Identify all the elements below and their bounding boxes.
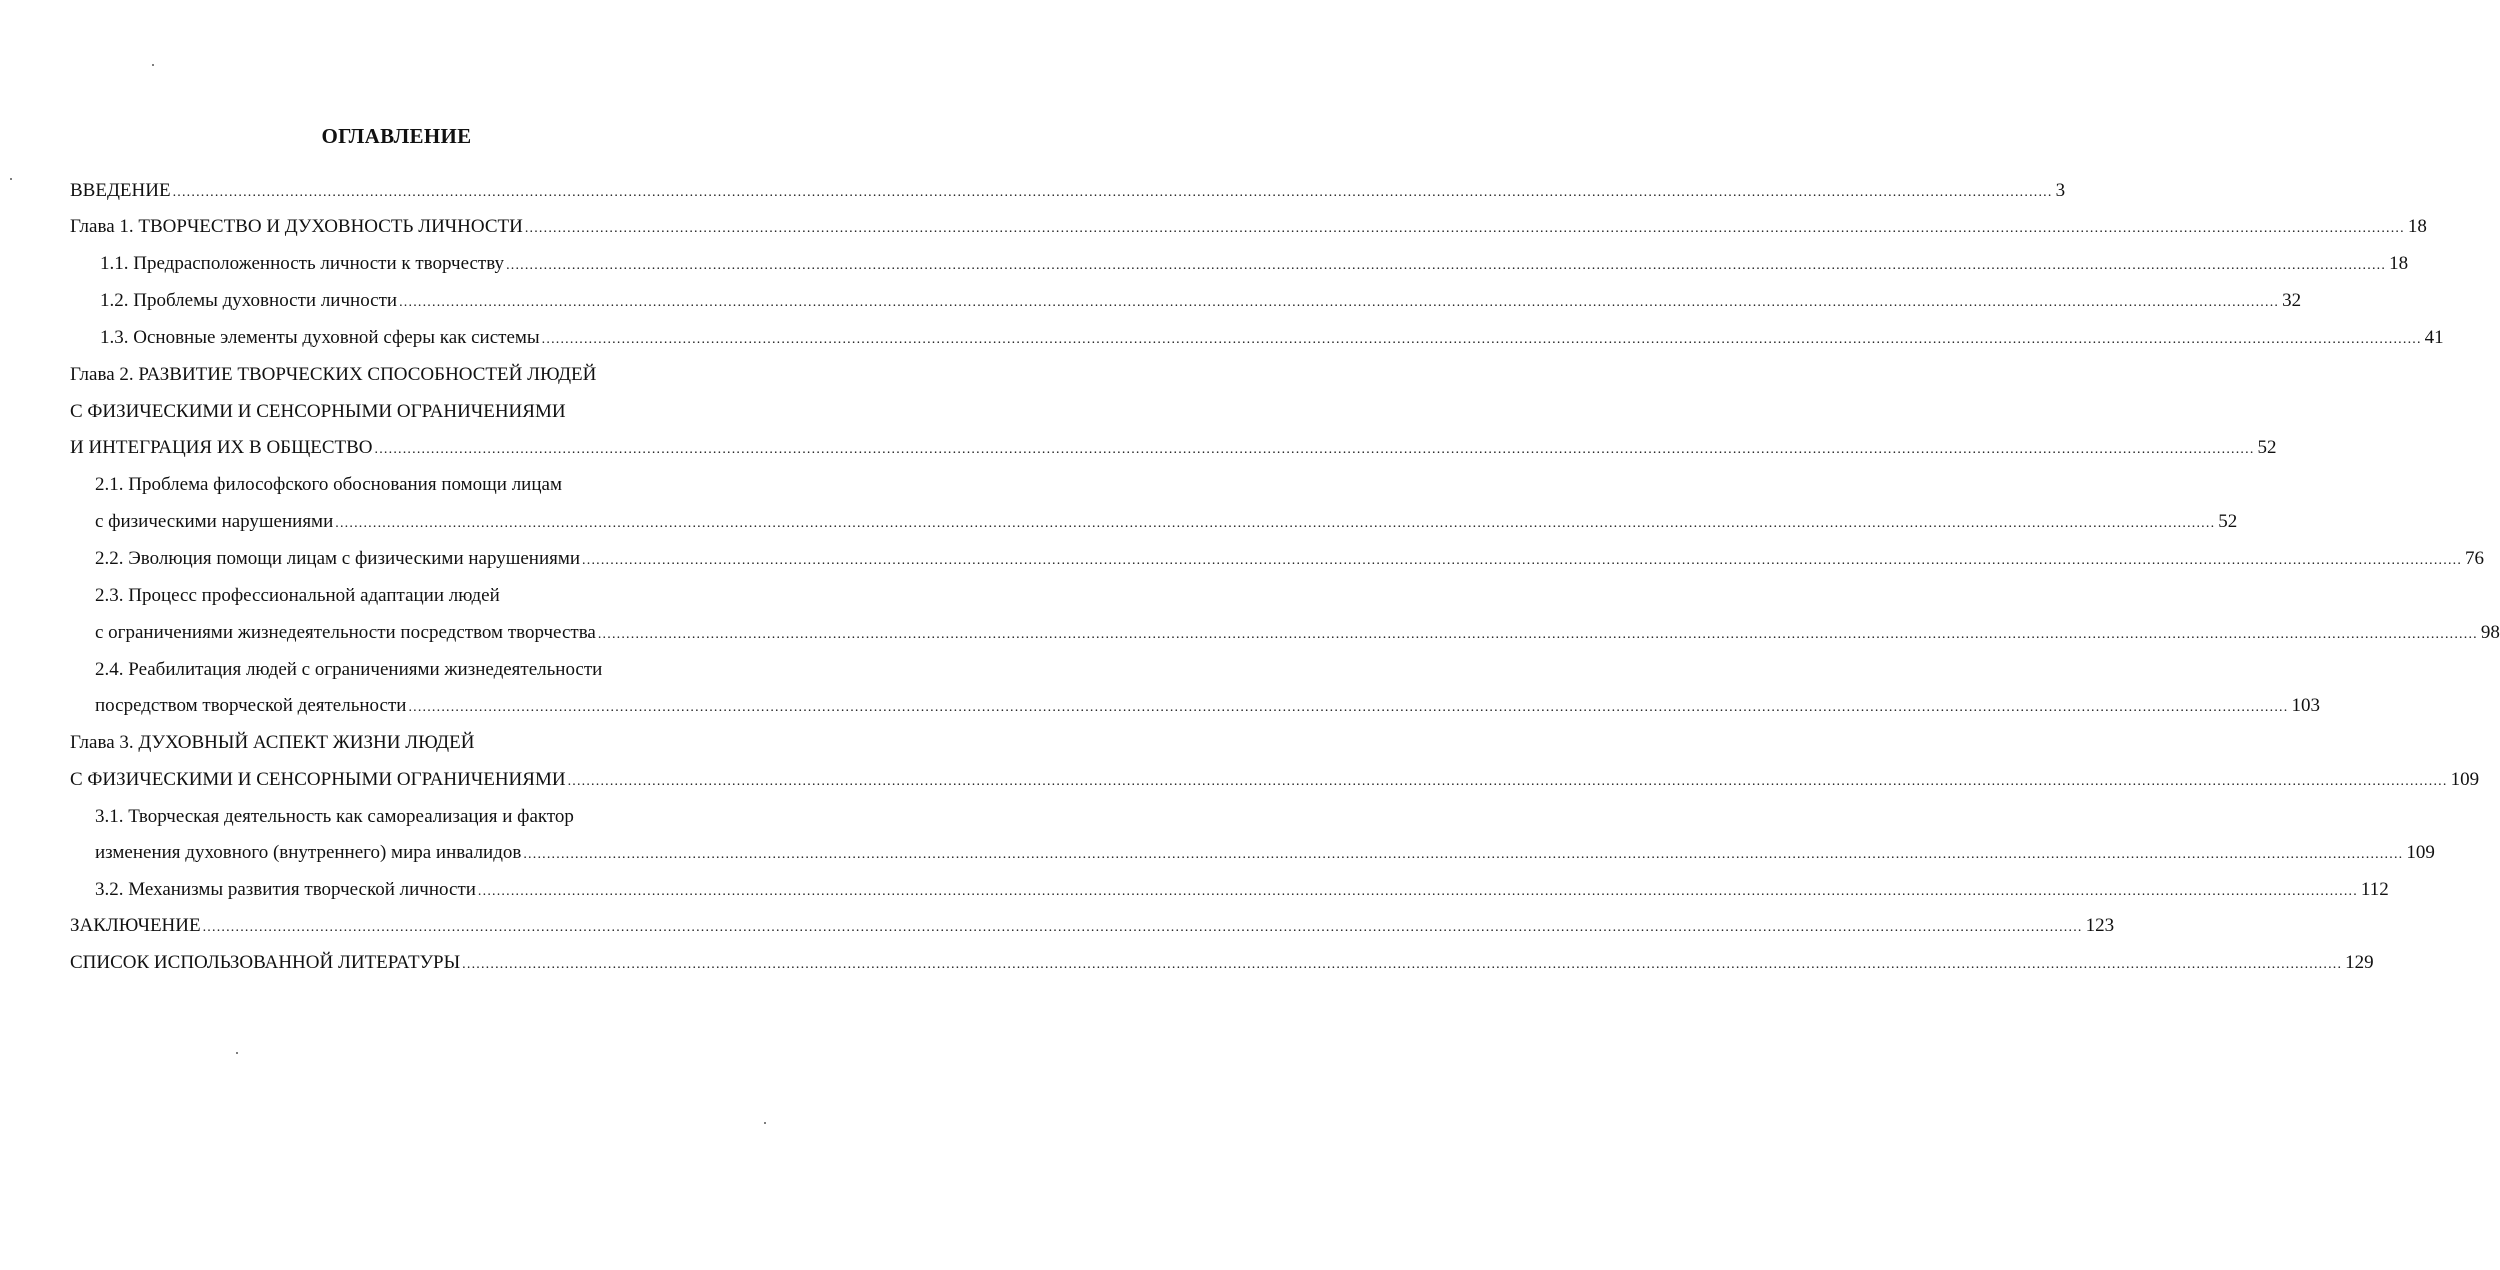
toc-page-number: 112 xyxy=(2360,879,2389,900)
dot-leader: ................................................................................................................................................................................................................................................................................................................................................................................................................ xyxy=(477,884,2358,899)
toc-entry-title: Глава 3. ДУХОВНЫЙ АСПЕКТ ЖИЗНИ ЛЮДЕЙ xyxy=(70,732,475,753)
toc-page-number: 98 xyxy=(2480,622,2500,643)
toc-entry-line xyxy=(70,433,2277,463)
toc-page-number: 52 xyxy=(2257,437,2277,458)
toc-entry-line xyxy=(70,911,2115,941)
toc-entry-title: Глава 2. РАЗВИТИЕ ТВОРЧЕСКИХ СПОСОБНОСТЕЙ ЛЮДЕЙ xyxy=(70,364,597,385)
toc-entry-title: С ФИЗИЧЕСКИМИ И СЕНСОРНЫМИ ОГРАНИЧЕНИЯМИ xyxy=(70,769,566,790)
dot-leader: ................................................................................................................................................................................................................................................................................................................................................................................................................ xyxy=(374,442,2255,457)
toc-page-number: 52 xyxy=(2218,511,2238,532)
dot-leader: ................................................................................................................................................................................................................................................................................................................................................................................................................ xyxy=(541,332,2422,347)
scan-speck xyxy=(10,178,12,180)
toc-entry-title: С ФИЗИЧЕСКИМИ И СЕНСОРНЫМИ ОГРАНИЧЕНИЯМИ xyxy=(70,401,566,422)
toc-entry-line xyxy=(100,286,2302,316)
dot-leader: ................................................................................................................................................................................................................................................................................................................................................................................................................ xyxy=(202,920,2083,935)
toc-entry-line xyxy=(95,655,602,685)
toc-entry-line xyxy=(95,802,574,832)
toc-entry-title: И ИНТЕГРАЦИЯ ИХ В ОБЩЕСТВО xyxy=(70,437,373,458)
toc-entry-line xyxy=(70,176,2066,206)
toc-page-number: 3 xyxy=(2055,180,2066,201)
dot-leader: ................................................................................................................................................................................................................................................................................................................................................................................................................ xyxy=(597,627,2478,642)
toc-entry-line xyxy=(95,470,562,500)
dot-leader: ................................................................................................................................................................................................................................................................................................................................................................................................................ xyxy=(523,847,2404,862)
toc-entry-title: 2.2. Эволюция помощи лицам с физическими нарушениями xyxy=(95,548,581,569)
dot-leader: ................................................................................................................................................................................................................................................................................................................................................................................................................ xyxy=(335,516,2216,531)
toc-entry-title: 2.4. Реабилитация людей с ограничениями жизнедеятельности xyxy=(95,659,603,680)
toc-entry-line xyxy=(95,581,500,611)
dot-leader: ................................................................................................................................................................................................................................................................................................................................................................................................................ xyxy=(462,957,2343,972)
toc-entry-title: 3.1. Творческая деятельность как самореализация и фактор xyxy=(95,806,574,827)
toc-page-number: 109 xyxy=(2450,769,2480,790)
dot-leader: ................................................................................................................................................................................................................................................................................................................................................................................................................ xyxy=(172,185,2053,200)
toc-entry-title: Глава 1. ТВОРЧЕСТВО И ДУХОВНОСТЬ ЛИЧНОСТИ xyxy=(70,216,523,237)
toc-entry-title: с ограничениями жизнедеятельности посредством творчества xyxy=(95,622,596,643)
toc-entry-line xyxy=(100,323,2444,353)
toc-entry-title: 1.3. Основные элементы духовной сферы как системы xyxy=(100,327,540,348)
dot-leader: ................................................................................................................................................................................................................................................................................................................................................................................................................ xyxy=(408,700,2289,715)
toc-entry-title: ВВЕДЕНИЕ xyxy=(70,180,171,201)
toc-entry-line xyxy=(70,765,2480,795)
toc-entry-line xyxy=(70,360,596,390)
toc-entry-line xyxy=(95,544,2485,574)
scan-speck xyxy=(152,64,154,66)
toc-page-number: 103 xyxy=(2291,695,2320,716)
dot-leader: ................................................................................................................................................................................................................................................................................................................................................................................................................ xyxy=(524,221,2405,236)
toc-page-number: 123 xyxy=(2085,915,2115,936)
toc-entry-line xyxy=(95,618,2500,648)
toc-entry-line xyxy=(95,838,2435,868)
toc-entry-title: 2.1. Проблема философского обоснования помощи лицам xyxy=(95,474,562,495)
dot-leader: ................................................................................................................................................................................................................................................................................................................................................................................................................ xyxy=(399,295,2280,310)
toc-entry-line xyxy=(95,691,2320,721)
toc-entry-title: 2.3. Процесс профессиональной адаптации людей xyxy=(95,585,500,606)
toc-entry-title: 1.1. Предрасположенность личности к творчеству xyxy=(100,253,505,274)
toc-page-number: 32 xyxy=(2282,290,2302,311)
toc-page-number: 41 xyxy=(2424,327,2444,348)
toc-entry-title: с физическими нарушениями xyxy=(95,511,334,532)
toc-page-number: 76 xyxy=(2465,548,2485,569)
toc-page-number: 18 xyxy=(2389,253,2409,274)
page-title: ОГЛАВЛЕНИЕ xyxy=(321,124,472,148)
toc-entry-title: посредством творческой деятельности xyxy=(95,695,407,716)
dot-leader: ................................................................................................................................................................................................................................................................................................................................................................................................................ xyxy=(506,258,2387,273)
toc-page-number: 18 xyxy=(2407,216,2427,237)
toc-page-number: 129 xyxy=(2345,952,2374,973)
dot-leader: ................................................................................................................................................................................................................................................................................................................................................................................................................ xyxy=(582,553,2463,568)
toc-entry-line xyxy=(70,397,566,427)
toc-entry-title: 1.2. Проблемы духовности личности xyxy=(100,290,398,311)
toc-entry-title: ЗАКЛЮЧЕНИЕ xyxy=(70,915,201,936)
toc-entry-line xyxy=(95,875,2389,905)
scan-speck xyxy=(764,1122,766,1124)
toc-entry-line xyxy=(70,212,2427,242)
toc-page-number: 109 xyxy=(2406,842,2435,863)
toc-entry-line xyxy=(95,507,2238,537)
scan-speck xyxy=(236,1052,238,1054)
toc-entry-title: СПИСОК ИСПОЛЬЗОВАННОЙ ЛИТЕРАТУРЫ xyxy=(70,952,461,973)
toc-entry-line xyxy=(100,249,2409,279)
toc-entry-title: 3.2. Механизмы развития творческой личности xyxy=(95,879,476,900)
dot-leader: ................................................................................................................................................................................................................................................................................................................................................................................................................ xyxy=(567,774,2448,789)
toc-entry-line xyxy=(70,728,474,758)
toc-entry-title: изменения духовного (внутреннего) мира инвалидов xyxy=(95,842,522,863)
toc-entry-line xyxy=(70,948,2374,978)
